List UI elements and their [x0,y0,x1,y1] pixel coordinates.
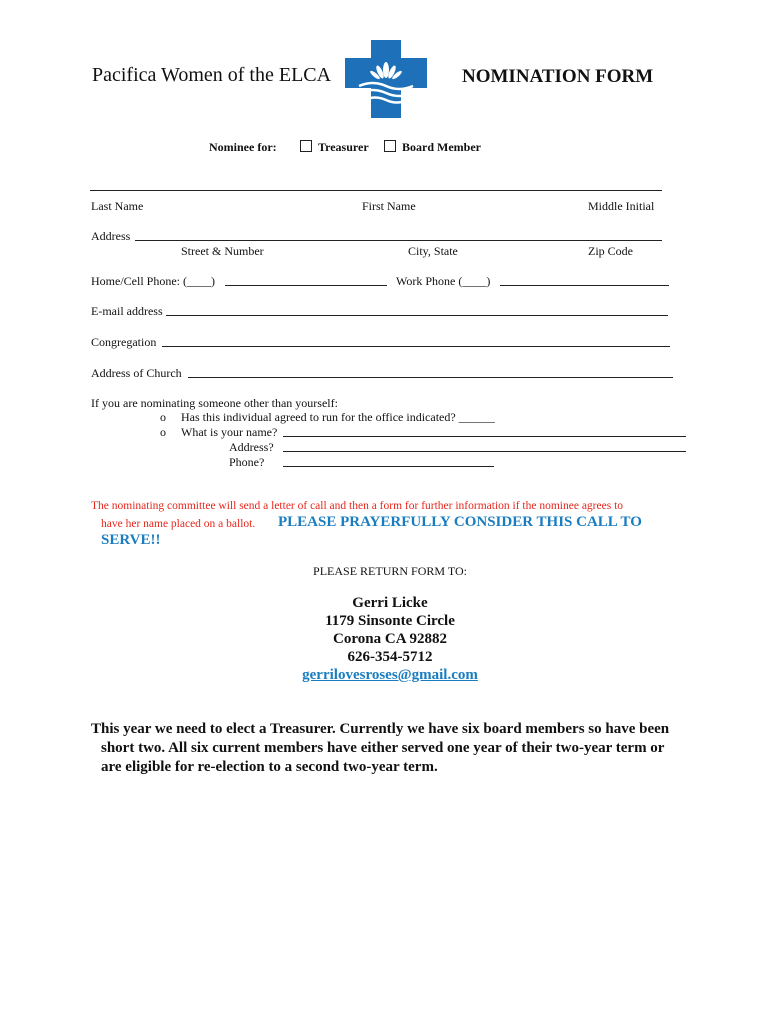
notice-line2: short two. All six current members have either served one year of their two-year term or [101,740,665,756]
agreed-question: Has this individual agreed to run for the office indicated? ______ [181,410,495,424]
work-phone-input-line[interactable] [500,285,669,286]
address-input-line[interactable] [135,240,662,241]
elca-cross-logo [345,40,427,118]
bullet-marker: o [160,410,166,424]
name-input-line[interactable] [90,190,662,191]
zip-code-label: Zip Code [588,244,633,258]
home-phone-input-line[interactable] [225,285,387,286]
home-phone-label: Home/Cell Phone: (____) [91,274,215,288]
return-label: PLEASE RETURN FORM TO: [313,564,467,578]
form-title: NOMINATION FORM [462,66,654,87]
your-name-input-line[interactable] [283,436,686,437]
address-label: Address [91,229,131,243]
contact-email-link[interactable]: gerrilovesroses@gmail.com [302,667,478,683]
contact-name: Gerri Licke [352,595,428,611]
work-phone-label: Work Phone (____) [396,274,491,288]
your-name-label: What is your name? [181,425,278,439]
congregation-input-line[interactable] [162,346,670,347]
committee-note-line1: The nominating committee will send a letter of call and then a form for further information if the nominee agrees to [91,500,624,512]
contact-phone: 626-354-5712 [347,649,433,665]
committee-note-line2: have her name placed on a ballot. [101,518,256,530]
notice-line1: This year we need to elect a Treasurer. Currently we have six board members so have been [91,721,670,737]
treasurer-checkbox[interactable] [300,140,312,152]
your-address-input-line[interactable] [283,451,686,452]
board-member-label: Board Member [402,140,481,154]
your-phone-input-line[interactable] [283,466,494,467]
email-label: E-mail address [91,304,163,318]
street-number-label: Street & Number [181,244,264,258]
congregation-label: Congregation [91,335,157,349]
nominee-for-label: Nominee for: [209,140,277,154]
email-input-line[interactable] [166,315,668,316]
organization-name: Pacifica Women of the ELCA [92,64,332,86]
treasurer-label: Treasurer [318,140,369,154]
your-phone-label: Phone? [229,455,265,469]
middle-initial-label: Middle Initial [588,199,655,213]
city-state-label: City, State [408,244,458,258]
prayerfully-consider-heading: PLEASE PRAYERFULLY CONSIDER THIS CALL TO [278,514,642,530]
board-member-checkbox[interactable] [384,140,396,152]
church-address-label: Address of Church [91,366,182,380]
notice-line3: are eligible for re-election to a second two-year term. [101,759,438,775]
serve-heading: SERVE!! [101,532,161,548]
your-address-label: Address? [229,440,274,454]
last-name-label: Last Name [91,199,144,213]
other-nominee-intro: If you are nominating someone other than yourself: [91,396,338,410]
contact-city: Corona CA 92882 [333,631,447,647]
first-name-label: First Name [362,199,416,213]
church-address-input-line[interactable] [188,377,673,378]
bullet-marker: o [160,425,166,439]
contact-street: 1179 Sinsonte Circle [325,613,455,629]
